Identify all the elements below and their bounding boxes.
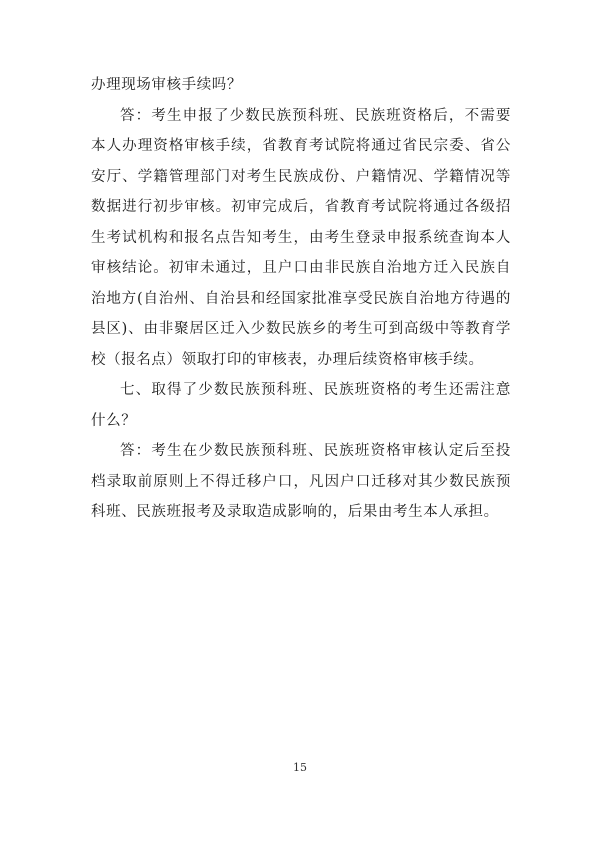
answer-paragraph-1: 答：考生申报了少数民族预科班、民族班资格后，不需要本人办理资格审核手续，省教育考试院将通过省民宗委、省公安厅、学籍管理部门对考生民族成份、户籍情况、学籍情况等数据进行初步审核。初审完成后，省教育考试院将通过各级招生考试机构和报名点告知考生，由考生登录申报系统查询本人审核结论。初审未通过，且户口由非民族自治地方迁入民族自治地方(自治州、自治县和经国家批准享受民族自治地方待遇的县区)、由非聚居区迁入少数民族乡的考生可到高级中等教育学校（报名点）领取打印的审核表，办理后续资格审核手续。 [91,107,511,368]
question-continuation: 办理现场审核手续吗？ [91,77,242,93]
page-number: 15 [293,761,307,774]
answer-paragraph-2: 答：考生在少数民族预科班、民族班资格审核认定后至投档录取前原则上不得迁移户口，凡因户口迁移对其少数民族预科班、民族班报考及录取造成影响的，后果由考生本人承担。 [91,443,511,520]
question-heading-7: 七、取得了少数民族预科班、民族班资格的考生还需注意什么？ [91,382,511,429]
document-body [91,70,511,528]
